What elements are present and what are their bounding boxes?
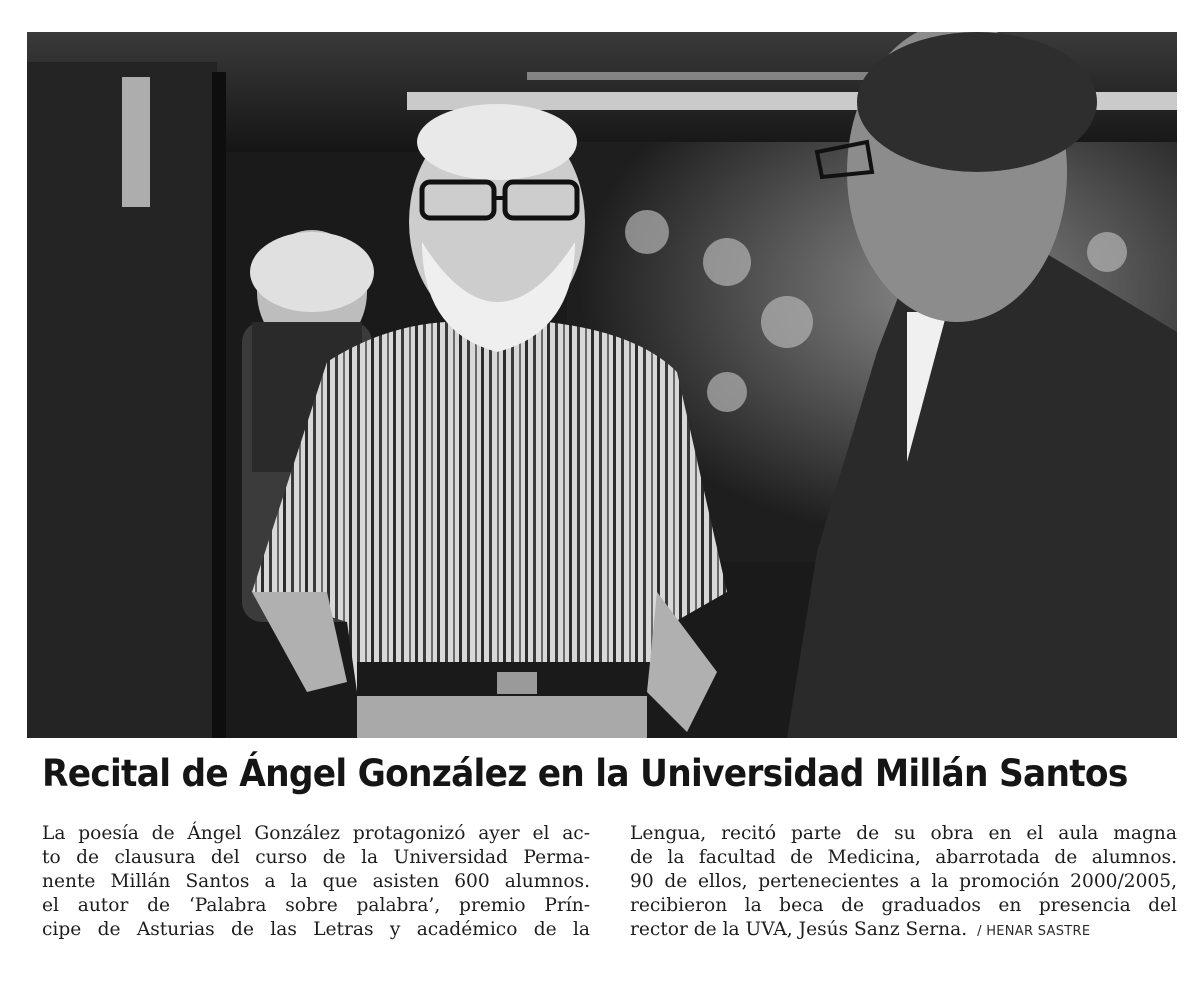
body-line: Lengua, recitó parte de su obra en el aula magna xyxy=(630,823,1177,844)
article-body-left xyxy=(42,822,590,942)
article-body-right xyxy=(630,822,1177,944)
body-line-last xyxy=(630,918,1177,944)
body-line: recibieron la beca de graduados en presencia del xyxy=(630,895,1177,916)
body-line: La poesía de Ángel González protagonizó ayer el ac- xyxy=(42,823,590,844)
news-photo xyxy=(27,32,1177,738)
body-line: el autor de ‘Palabra sobre palabra’, premio Prín- xyxy=(42,895,590,916)
body-line: to de clausura del curso de la Universidad Perma- xyxy=(42,847,590,868)
body-line: nente Millán Santos a la que asisten 600 alumnos. xyxy=(42,871,590,892)
body-line: cipe de Asturias de las Letras y académico de la xyxy=(42,919,590,940)
body-line-text: rector de la UVA, Jesús Sanz Serna. xyxy=(630,919,968,940)
body-line: de la facultad de Medicina, abarrotada de alumnos. xyxy=(630,847,1177,868)
body-line: 90 de ellos, pertenecientes a la promoción 2000/2005, xyxy=(630,871,1177,892)
photo-credit: / HENAR SASTRE xyxy=(977,924,1091,939)
headline: Recital de Ángel González en la Universidad Millán Santos xyxy=(42,752,1128,795)
